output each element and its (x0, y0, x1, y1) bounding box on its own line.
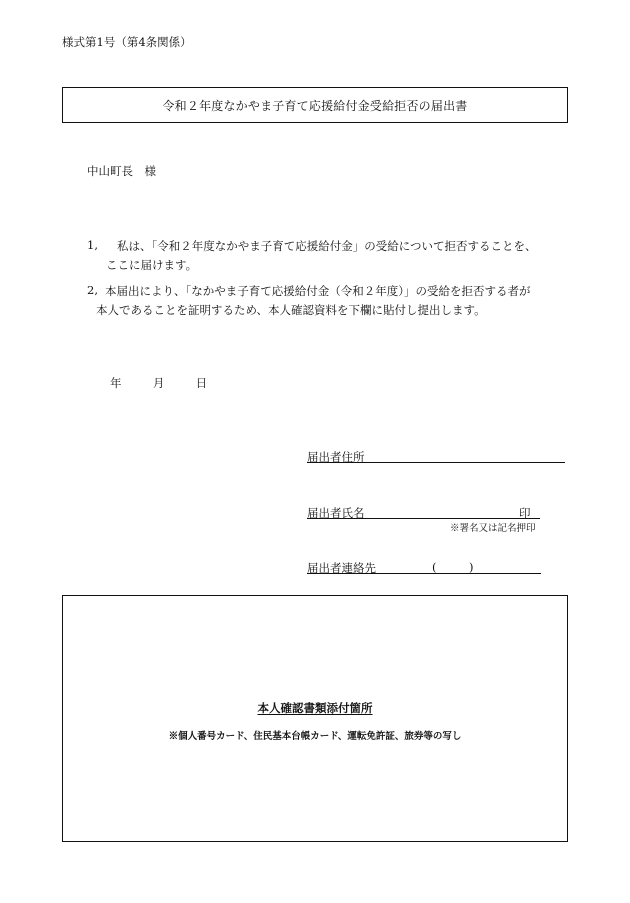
item-2-number: 2, (87, 283, 98, 297)
attachment-note: ※個人番号カード、住民基本台帳カード、運転免許証、旅券等の写し (168, 731, 462, 742)
name-field[interactable] (307, 518, 540, 519)
date-line (110, 375, 207, 391)
attachment-title: 本人確認書類添付箇所 (257, 701, 373, 715)
title-box (62, 87, 568, 123)
item-2-line-1: 本届出により、「なかやま子育て応援給付金（令和２年度）」の受給を拒否する者が (105, 284, 531, 298)
address-field[interactable] (307, 462, 565, 463)
form-number: 様式第1号（第4条関係） (62, 35, 192, 49)
address-label: 届出者住所 (307, 450, 365, 464)
contact-field[interactable] (307, 573, 541, 574)
contact-paren-open: ( (432, 560, 437, 574)
date-year: 年 (110, 376, 122, 390)
date-day: 日 (195, 376, 208, 390)
item-1-number: 1, (87, 238, 98, 252)
addressee: 中山町長 様 (87, 164, 156, 178)
name-label: 届出者氏名 (307, 506, 365, 520)
item-1-line-1: 私は、「令和２年度なかやま子育て応援給付金」の受給について拒否することを、 (117, 239, 537, 253)
document-title: 令和２年度なかやま子育て応援給付金受給拒否の届出書 (162, 98, 468, 113)
item-2-line-2: 本人であることを証明するため、本人確認資料を下欄に貼付し提出します。 (96, 303, 486, 317)
attachment-box (62, 595, 568, 842)
contact-label: 届出者連絡先 (307, 561, 376, 575)
contact-paren-close: ) (469, 560, 474, 574)
seal-label: 印 (519, 506, 531, 520)
date-month: 月 (152, 376, 165, 390)
seal-note: ※署名又は記名押印 (450, 523, 536, 534)
item-1-line-2: ここに届けます。 (106, 258, 198, 272)
